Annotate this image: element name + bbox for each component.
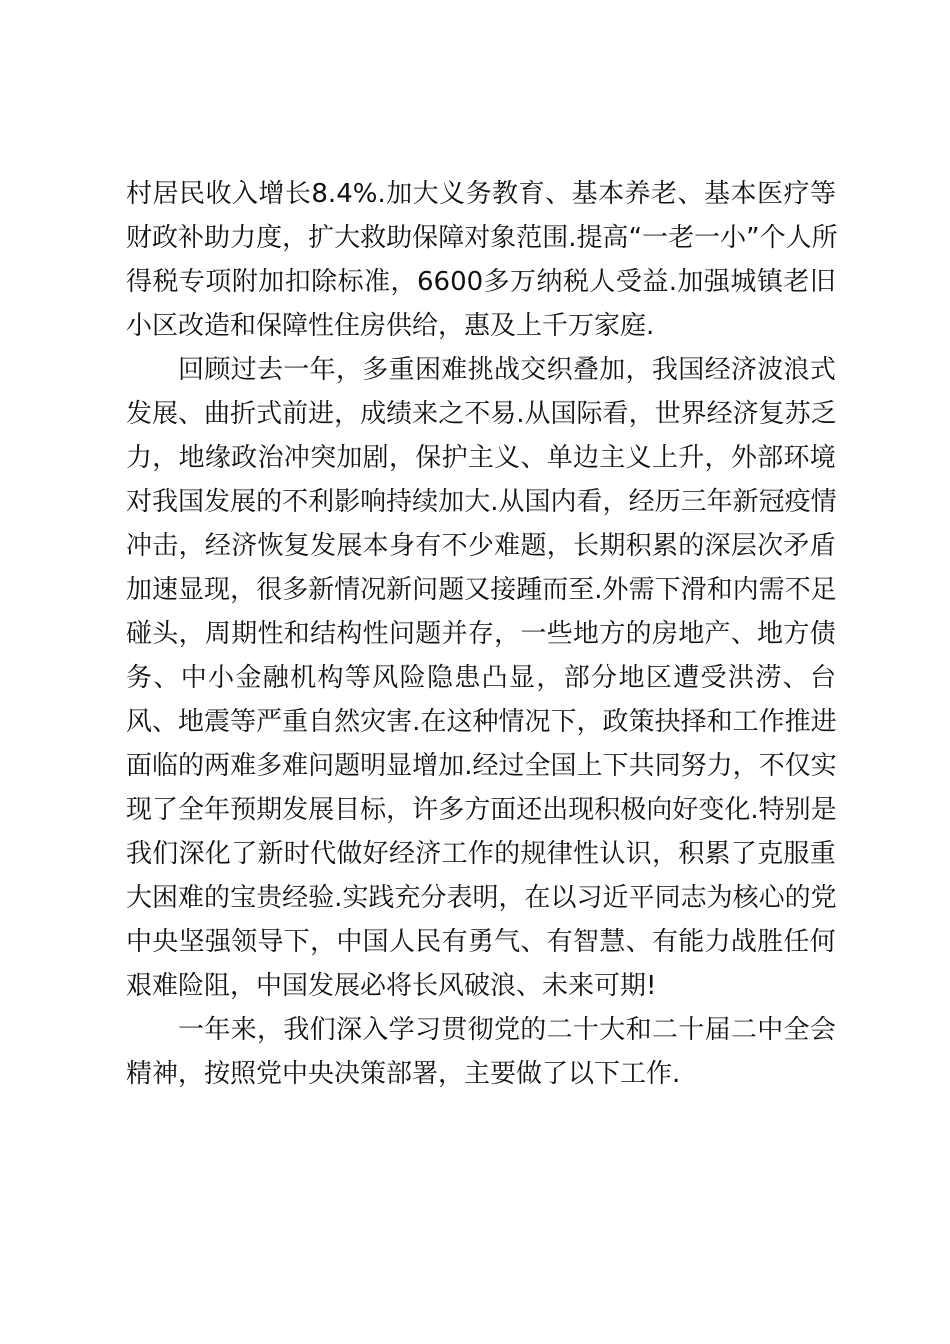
paragraph-line: 现 了 全 年 预 期 发 展 目 标 ， 许 多 方 面 还 出 现 积 极 向 好 变 化 . 特 别 是 [126,795,837,825]
paragraph-line: 力 ， 地 缘 政 治 冲 突 加 剧 ， 保 护 主 义 、 单 边 主 义 上 升 ， 外 部 环 境 [126,443,836,473]
paragraph-line: 冲 击 ， 经 济 恢 复 发 展 本 身 有 不 少 难 题 ， 长 期 积 累 的 深 层 次 矛 盾 [126,531,836,561]
paragraph-line: 精神，按照党中央决策部署，主要做了以下工作. [126,1059,681,1089]
paragraph-line: 大 困 难 的 宝 贵 经 验 . 实 践 充 分 表 明 ， 在 以 习 近 平 同 志 为 核 心 的 党 [126,883,837,913]
paragraph-line: 小区改造和保障性住房供给，惠及上千万家庭. [126,311,655,341]
paragraph-line: 一 年 来 ， 我 们 深 入 学 习 贯 彻 党 的 二 十 大 和 二 十 届 二 中 全 会 [178,1015,836,1045]
paragraph-line: 村 居 民 收 入 增 长 8.4%. 加 大 义 务 教 育 、 基 本 养 老 、 基 本 医 疗 等 [126,179,836,209]
paragraph-line: 中 央 坚 强 领 导 下 ， 中 国 人 民 有 勇 气 、 有 智 慧 、 有 能 力 战 胜 任 何 [126,927,836,957]
paragraph-line: 务 、 中 小 金 融 机 构 等 风 险 隐 患 凸 显 ， 部 分 地 区 遭 受 洪 涝 、 台 [126,663,836,693]
paragraph-line: 对 我 国 发 展 的 不 利 影 响 持 续 加 大 . 从 国 内 看 ， 经 历 三 年 新 冠 疫 情 [126,487,837,517]
body-text [126,172,836,1096]
paragraph-line: 财 政 补 助 力 度 ， 扩 大 救 助 保 障 对 象 范 围 . 提 高 “ 一 老 一 小 ” 个 人 所 [126,223,838,253]
paragraph-line: 面 临 的 两 难 多 难 问 题 明 显 增 加 . 经 过 全 国 上 下 共 同 努 力 ， 不 仅 实 [126,751,837,781]
paragraph-line: 发 展 、 曲 折 式 前 进 ， 成 绩 来 之 不 易 . 从 国 际 看 ， 世 界 经 济 复 苏 乏 [126,399,837,429]
paragraph-line: 得 税 专 项 附 加 扣 除 标 准 ， 6600 多 万 纳 税 人 受 益 . 加 强 城 镇 老 旧 [126,267,836,297]
paragraph-line: 风 、 地 震 等 严 重 自 然 灾 害 . 在 这 种 情 况 下 ， 政 策 抉 择 和 工 作 推 进 [126,707,837,737]
paragraph-line: 艰难险阻，中国发展必将长风破浪、未来可期! [126,971,657,1001]
paragraph-line: 碰 头 ， 周 期 性 和 结 构 性 问 题 并 存 ， 一 些 地 方 的 房 地 产 、 地 方 债 [126,619,836,649]
paragraph-line: 我 们 深 化 了 新 时 代 做 好 经 济 工 作 的 规 律 性 认 识 ， 积 累 了 克 服 重 [126,839,836,869]
paragraph-line: 加 速 显 现 ， 很 多 新 情 况 新 问 题 又 接 踵 而 至 . 外 需 下 滑 和 内 需 不 足 [126,575,837,605]
paragraph-line: 回 顾 过 去 一 年 ， 多 重 困 难 挑 战 交 织 叠 加 ， 我 国 经 济 波 浪 式 [178,355,836,385]
